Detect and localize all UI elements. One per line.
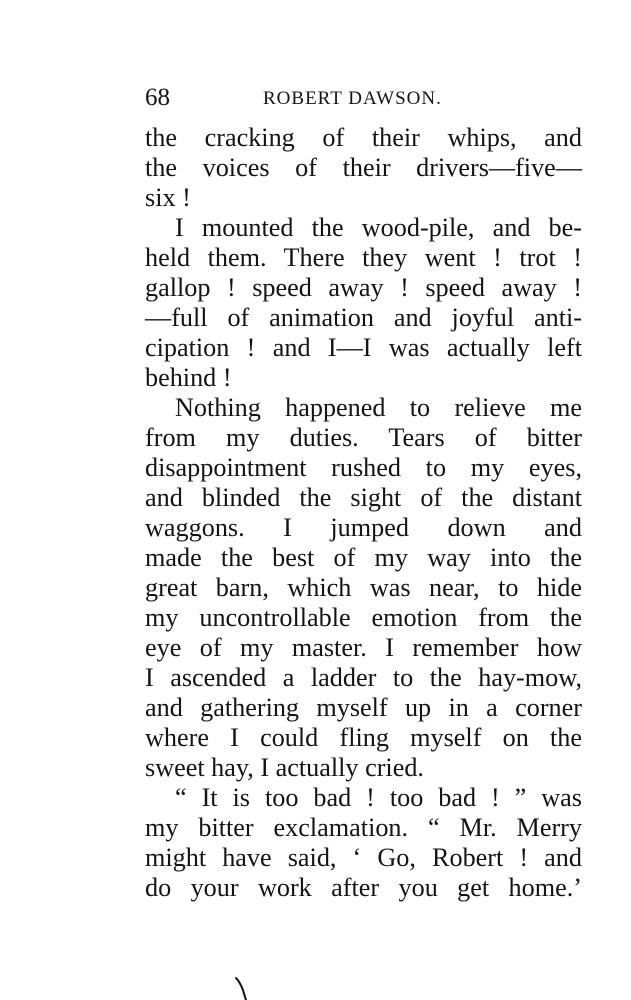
text-line: the cracking of their whips, and bbox=[145, 123, 582, 152]
text-line: “ It is too bad ! too bad ! ” was bbox=[175, 783, 582, 812]
text-line: and blinded the sight of the distant bbox=[145, 483, 582, 512]
text-line: I ascended a ladder to the hay-mow, bbox=[145, 663, 582, 692]
text-line: held them. There they went ! trot ! bbox=[145, 243, 582, 272]
text-line: —full of animation and joyful anti- bbox=[145, 303, 582, 332]
text-line: eye of my master. I remember how bbox=[145, 633, 582, 662]
stray-ink-mark bbox=[233, 976, 253, 1000]
text-line: do your work after you get home.’ bbox=[145, 873, 582, 902]
text-line: my bitter exclamation. “ Mr. Merry bbox=[145, 813, 582, 842]
text-line: gallop ! speed away ! speed away ! bbox=[145, 273, 582, 302]
text-line: made the best of my way into the bbox=[145, 543, 582, 572]
text-line: waggons. I jumped down and bbox=[145, 513, 582, 542]
text-line: cipation ! and I—I was actually left bbox=[145, 333, 582, 362]
page-header bbox=[145, 82, 585, 114]
text-line: from my duties. Tears of bitter bbox=[145, 423, 582, 452]
text-line: behind ! bbox=[145, 363, 232, 392]
text-line: sweet hay, I actually cried. bbox=[145, 753, 424, 782]
text-line: six ! bbox=[145, 183, 191, 212]
text-line: where I could fling myself on the bbox=[145, 723, 582, 752]
text-line: disappointment rushed to my eyes, bbox=[145, 453, 582, 482]
text-line: might have said, ‘ Go, Robert ! and bbox=[145, 843, 582, 872]
running-head: ROBERT DAWSON. bbox=[263, 88, 442, 109]
text-line: my uncontrollable emotion from the bbox=[145, 603, 582, 632]
body-text bbox=[145, 123, 582, 903]
text-line: and gathering myself up in a corner bbox=[145, 693, 582, 722]
text-line: Nothing happened to relieve me bbox=[175, 393, 582, 422]
page-number: 68 bbox=[145, 84, 170, 111]
text-line: I mounted the wood-pile, and be- bbox=[175, 213, 582, 242]
text-line: the voices of their drivers—five— bbox=[145, 153, 582, 182]
text-line: great barn, which was near, to hide bbox=[145, 573, 582, 602]
